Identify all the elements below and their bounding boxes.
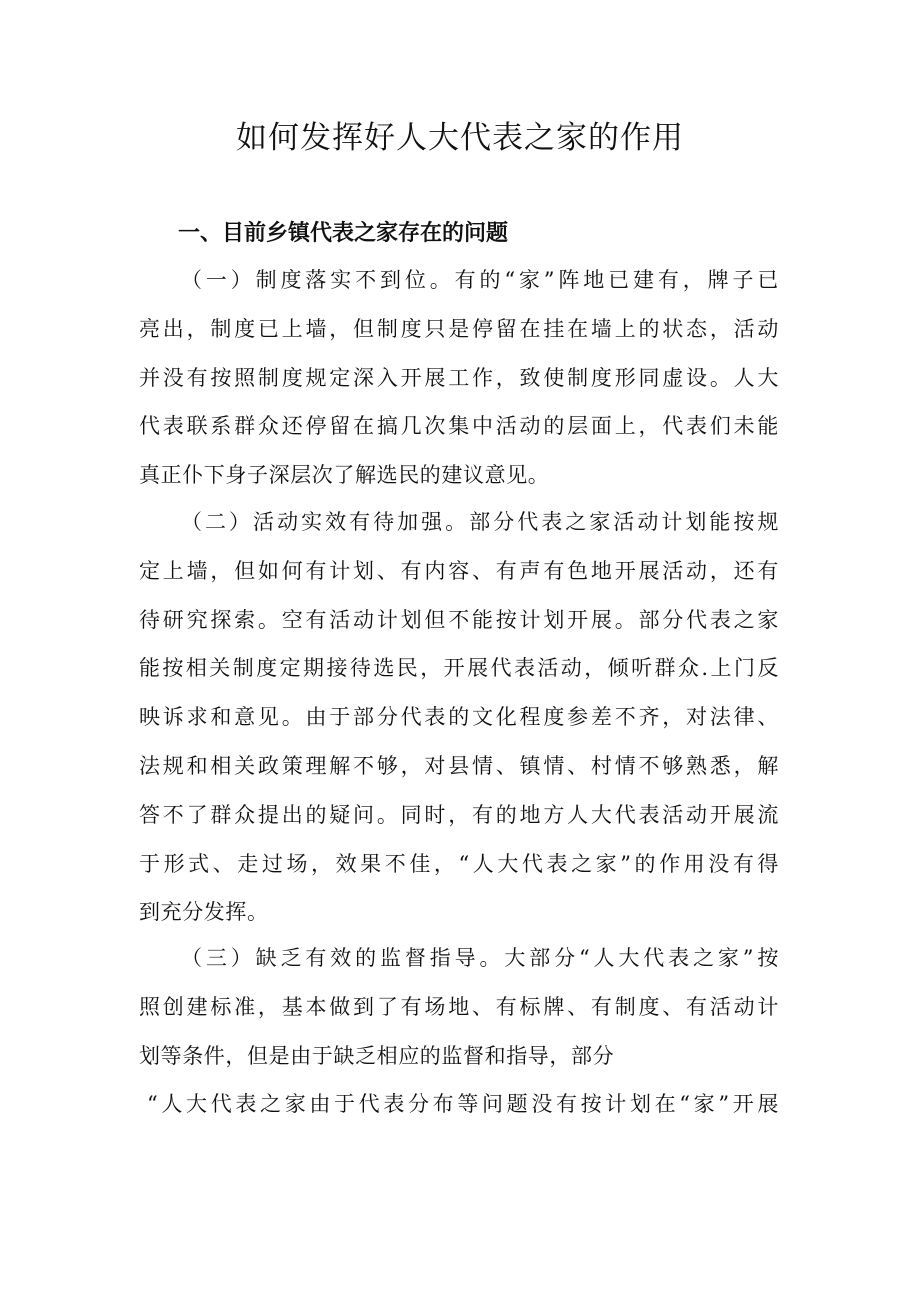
paragraph-2 <box>139 498 779 937</box>
paragraph-1 <box>139 256 779 500</box>
paragraph-line: 答不了群众提出的疑问。同时，有的地方人大代表活动开展流 <box>139 802 779 827</box>
paragraph-line: （一）制度落实不到位。有的“家”阵地已建有，牌子已 <box>181 268 779 292</box>
paragraph-line: 代表联系群众还停留在搞几次集中活动的层面上，代表们未能 <box>139 414 779 439</box>
paragraph-line: 法规和相关政策理解不够，对县情、镇情、村情不够熟悉，解 <box>139 753 779 778</box>
paragraph-line: （二）活动实效有待加强。部分代表之家活动计划能按规 <box>181 510 779 534</box>
paragraph-line: 于形式、走过场，效果不佳，“人大代表之家”的作用没有得 <box>139 851 779 876</box>
document-title: 如何发挥好人大代表之家的作用 <box>236 120 684 156</box>
paragraph-line: 映诉求和意见。由于部分代表的文化程度参差不齐，对法律、 <box>139 705 779 730</box>
paragraph-line: 待研究探索。空有活动计划但不能按计划开展。部分代表之家 <box>139 607 779 632</box>
paragraph-line: “人大代表之家由于代表分布等问题没有按计划在“家”开展 <box>147 1092 779 1117</box>
paragraph-line: 亮出，制度已上墙，但制度只是停留在挂在墙上的状态，活动 <box>139 316 779 341</box>
paragraph-line: 并没有按照制度规定深入开展工作，致使制度形同虚设。人大 <box>139 365 779 390</box>
section-heading: 一、目前乡镇代表之家存在的问题 <box>178 221 509 246</box>
paragraph-line: 到充分发挥。 <box>139 900 269 925</box>
paragraph-line: 划等条件，但是由于缺乏相应的监督和指导，部分 <box>139 1043 615 1068</box>
paragraph-line: （三）缺乏有效的监督指导。大部分“人大代表之家”按 <box>181 946 779 970</box>
paragraph-line: 能按相关制度定期接待选民，开展代表活动，倾听群众.上门反 <box>139 656 779 681</box>
paragraph-3 <box>139 934 779 1129</box>
paragraph-line: 定上墙，但如何有计划、有内容、有声有色地开展活动，还有 <box>139 558 779 583</box>
paragraph-line: 照创建标准，基本做到了有场地、有标牌、有制度、有活动计 <box>139 994 779 1019</box>
paragraph-line: 真正仆下身子深层次了解选民的建议意见。 <box>139 463 550 488</box>
